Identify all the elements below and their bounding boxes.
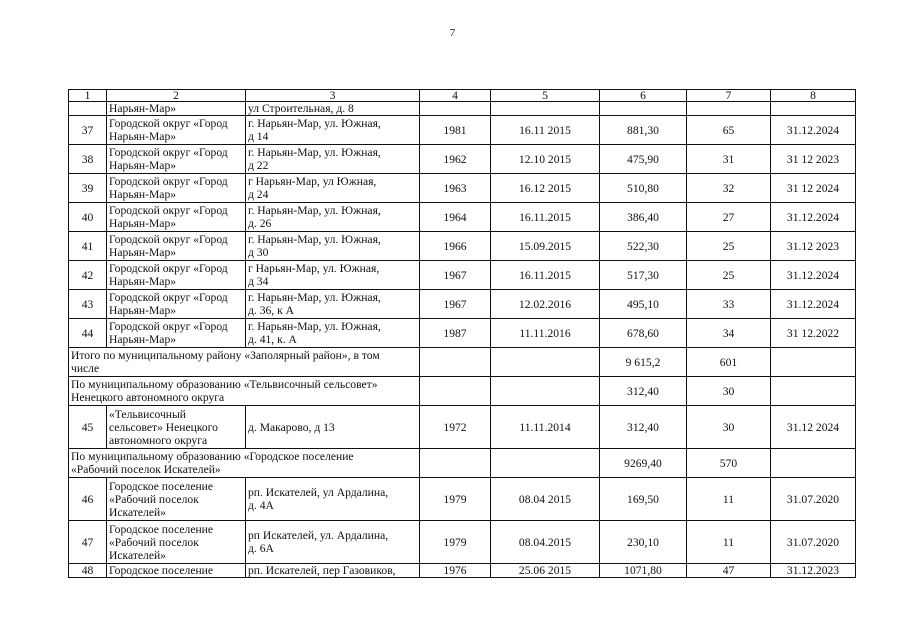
table-row: [69, 290, 856, 319]
table-row: [69, 406, 856, 449]
residents-cell: 32: [687, 174, 771, 203]
empty-cell: [771, 377, 856, 406]
subtotal-area-cell: 9 615,2: [600, 348, 687, 377]
page-number: 7: [449, 27, 456, 39]
row-number-cell: 44: [69, 319, 107, 348]
address-cell: г. Нарьян-Мар, ул. Южная, д 30: [246, 232, 420, 261]
row-number-cell: 42: [69, 261, 107, 290]
subtotal-row: [69, 377, 856, 406]
date-cell: 08.04 2015: [491, 478, 600, 521]
empty-cell: [420, 377, 491, 406]
deadline-cell: 31.12.2024: [771, 261, 856, 290]
area-cell: 522,30: [600, 232, 687, 261]
date-cell: 16.11 2015: [491, 116, 600, 145]
row-number-cell: 48: [69, 564, 107, 578]
subtotal-residents-cell: 601: [687, 348, 771, 377]
area-cell: 678,60: [600, 319, 687, 348]
empty-cell: [491, 377, 600, 406]
area-cell: 881,30: [600, 116, 687, 145]
deadline-cell: 31 12 2023: [771, 145, 856, 174]
row-number-cell: 39: [69, 174, 107, 203]
owner-cell: Городское поселение «Рабочий поселок Искателей»: [107, 521, 246, 564]
empty-cell: [420, 348, 491, 377]
subtotal-label: По муниципальному образованию «Городское поселение «Рабочий поселок Искателей»: [69, 449, 420, 478]
year-cell: 1967: [420, 290, 491, 319]
date-cell: 15.09.2015: [491, 232, 600, 261]
date-cell: 12.02.2016: [491, 290, 600, 319]
owner-cell: «Тельвисочный сельсовет» Ненецкого автономного округа: [107, 406, 246, 449]
date-cell: 25.06 2015: [491, 564, 600, 578]
residents-cell: 30: [687, 406, 771, 449]
owner-cell: Городское поселение: [107, 564, 246, 578]
owner-cell: Городской округ «Город Нарьян-Мар»: [107, 203, 246, 232]
header-cell: 6: [600, 90, 687, 102]
residents-cell: 25: [687, 232, 771, 261]
table-row: [69, 521, 856, 564]
deadline-cell: 31.12 2023: [771, 232, 856, 261]
table-row: [69, 232, 856, 261]
owner-cell: Городской округ «Город Нарьян-Мар»: [107, 319, 246, 348]
address-cell: г Нарьян-Мар, ул. Южная, д 34: [246, 261, 420, 290]
subtotal-row: [69, 449, 856, 478]
housing-register-table: [68, 89, 856, 578]
row-number-cell: 40: [69, 203, 107, 232]
owner-cell: Городской округ «Город Нарьян-Мар»: [107, 232, 246, 261]
table-row: [69, 261, 856, 290]
owner-cell: Городское поселение «Рабочий поселок Искателей»: [107, 478, 246, 521]
area-cell: 169,50: [600, 478, 687, 521]
date-cell: 16.12 2015: [491, 174, 600, 203]
year-cell: 1979: [420, 478, 491, 521]
year-cell: 1987: [420, 319, 491, 348]
row-number-cell: 45: [69, 406, 107, 449]
year-cell: 1962: [420, 145, 491, 174]
residents-cell: 47: [687, 564, 771, 578]
table-row: [69, 174, 856, 203]
row-number-cell: 43: [69, 290, 107, 319]
area-cell: 475,90: [600, 145, 687, 174]
year-cell: 1963: [420, 174, 491, 203]
address-cell: г. Нарьян-Мар, ул. Южная, д 14: [246, 116, 420, 145]
year-cell: 1972: [420, 406, 491, 449]
empty-cell: [491, 449, 600, 478]
deadline-cell: 31.07.2020: [771, 521, 856, 564]
table-row: [69, 478, 856, 521]
area-cell: 517,30: [600, 261, 687, 290]
address-cell: г. Нарьян-Мар, ул. Южная, д. 41, к. А: [246, 319, 420, 348]
deadline-cell: 31.12 2024: [771, 406, 856, 449]
subtotal-residents-cell: 30: [687, 377, 771, 406]
empty-cell: [491, 348, 600, 377]
table-row: [69, 203, 856, 232]
subtotal-label: По муниципальному образованию «Тельвисочный сельсовет» Ненецкого автономного округа: [69, 377, 420, 406]
empty-cell: [771, 348, 856, 377]
deadline-cell: 31.07.2020: [771, 478, 856, 521]
header-cell: 7: [687, 90, 771, 102]
header-cell: 2: [107, 90, 246, 102]
deadline-cell: 31.12.2024: [771, 290, 856, 319]
deadline-cell: 31.12.2023: [771, 564, 856, 578]
empty-cell: [771, 449, 856, 478]
residents-cell: 27: [687, 203, 771, 232]
area-cell: 510,80: [600, 174, 687, 203]
table-row: [69, 116, 856, 145]
date-cell: 16.11.2015: [491, 261, 600, 290]
residents-cell: 65: [687, 116, 771, 145]
deadline-cell: 31.12.2024: [771, 203, 856, 232]
area-cell: 312,40: [600, 406, 687, 449]
deadline-cell: 31.12.2024: [771, 116, 856, 145]
row-number-cell: 46: [69, 478, 107, 521]
row-number-cell: 38: [69, 145, 107, 174]
residents-cell: 25: [687, 261, 771, 290]
area-cell: 386,40: [600, 203, 687, 232]
date-cell: 08.04.2015: [491, 521, 600, 564]
residents-cell: 11: [687, 478, 771, 521]
year-cell: 1981: [420, 116, 491, 145]
year-cell: 1976: [420, 564, 491, 578]
address-cell: г. Нарьян-Мар, ул. Южная, д 22: [246, 145, 420, 174]
residents-cell: 34: [687, 319, 771, 348]
date-cell: 12.10 2015: [491, 145, 600, 174]
address-cell: рп Искателей, ул. Ардалина, д. 6А: [246, 521, 420, 564]
address-cell: г. Нарьян-Мар, ул. Южная, д. 26: [246, 203, 420, 232]
subtotal-row: [69, 348, 856, 377]
owner-cell: Городской округ «Город Нарьян-Мар»: [107, 174, 246, 203]
residents-cell: 31: [687, 145, 771, 174]
area-cell: 1071,80: [600, 564, 687, 578]
date-cell: 16.11.2015: [491, 203, 600, 232]
header-cell: 3: [246, 90, 420, 102]
residents-cell: 11: [687, 521, 771, 564]
address-cell: д. Макарово, д 13: [246, 406, 420, 449]
deadline-cell: 31 12 2024: [771, 174, 856, 203]
table-row: [69, 319, 856, 348]
header-cell: 5: [491, 90, 600, 102]
address-cell: ул Строительная, д. 8: [246, 102, 420, 116]
continuation-row: [69, 102, 856, 116]
header-cell: 4: [420, 90, 491, 102]
column-number-header: [69, 90, 856, 102]
subtotal-label: Итого по муниципальному району «Заполярный район», в том числе: [69, 348, 420, 377]
area-cell: 495,10: [600, 290, 687, 319]
address-cell: г Нарьян-Мар, ул Южная, д 24: [246, 174, 420, 203]
date-cell: 11.11.2014: [491, 406, 600, 449]
subtotal-area-cell: 9269,40: [600, 449, 687, 478]
owner-cell: Городской округ «Город Нарьян-Мар»: [107, 290, 246, 319]
year-cell: 1967: [420, 261, 491, 290]
date-cell: 11.11.2016: [491, 319, 600, 348]
row-number-cell: 47: [69, 521, 107, 564]
address-cell: г. Нарьян-Мар, ул. Южная, д. 36, к А: [246, 290, 420, 319]
owner-cell: Нарьян-Мар»: [107, 102, 246, 116]
table-row: [69, 145, 856, 174]
deadline-cell: 31 12.2022: [771, 319, 856, 348]
year-cell: 1966: [420, 232, 491, 261]
year-cell: 1979: [420, 521, 491, 564]
subtotal-area-cell: 312,40: [600, 377, 687, 406]
table-row: [69, 564, 856, 578]
row-number-cell: 41: [69, 232, 107, 261]
row-number-cell: 37: [69, 116, 107, 145]
area-cell: 230,10: [600, 521, 687, 564]
address-cell: рп. Искателей, пер Газовиков,: [246, 564, 420, 578]
header-cell: 8: [771, 90, 856, 102]
empty-cell: [420, 449, 491, 478]
address-cell: рп. Искателей, ул Ардалина, д. 4А: [246, 478, 420, 521]
owner-cell: Городской округ «Город Нарьян-Мар»: [107, 116, 246, 145]
header-cell: 1: [69, 90, 107, 102]
owner-cell: Городской округ «Город Нарьян-Мар»: [107, 261, 246, 290]
owner-cell: Городской округ «Город Нарьян-Мар»: [107, 145, 246, 174]
subtotal-residents-cell: 570: [687, 449, 771, 478]
year-cell: 1964: [420, 203, 491, 232]
residents-cell: 33: [687, 290, 771, 319]
